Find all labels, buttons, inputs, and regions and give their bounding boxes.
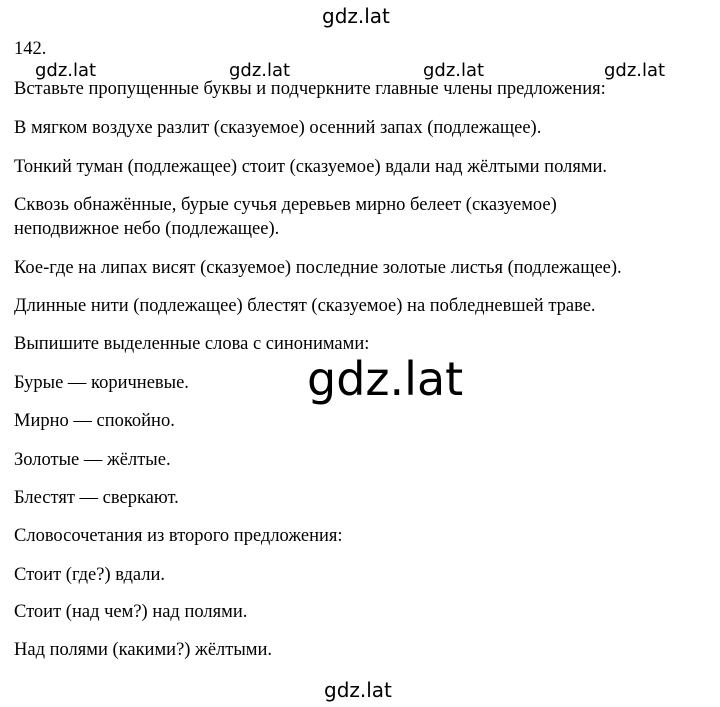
watermark-row-1: gdz.lat	[35, 60, 97, 81]
task-instruction-1: Вставьте пропущенные буквы и подчеркните главные члены предложения:	[14, 79, 606, 99]
task-instruction-3: Словосочетания из второго предложения:	[14, 526, 343, 546]
watermark-top: gdz.lat	[322, 4, 390, 28]
sentence-4: Кое-где на липах висят (сказуемое) последние золотые листья (подлежащее).	[14, 258, 622, 278]
synonym-1: Бурые — коричневые.	[14, 373, 189, 393]
watermark-row-4: gdz.lat	[604, 60, 666, 81]
synonym-2: Мирно — спокойно.	[14, 411, 175, 431]
task-instruction-2: Выпишите выделенные слова с синонимами:	[14, 334, 370, 354]
sentence-1: В мягком воздухе разлит (сказуемое) осенний запах (подлежащее).	[14, 118, 542, 138]
watermark-row-3: gdz.lat	[423, 60, 485, 81]
sentence-2: Тонкий туман (подлежащее) стоит (сказуемое) вдали над жёлтыми полями.	[14, 157, 608, 177]
phrase-3: Над полями (какими?) жёлтыми.	[14, 640, 273, 660]
synonym-3: Золотые — жёлтые.	[14, 450, 171, 470]
sentence-5: Длинные нити (подлежащее) блестят (сказуемое) на побледневшей траве.	[14, 296, 596, 316]
sentence-3-line-2: неподвижное небо (подлежащее).	[14, 219, 280, 239]
phrase-1: Стоит (где?) вдали.	[14, 565, 166, 585]
watermark-bottom: gdz.lat	[324, 678, 392, 702]
synonym-4: Блестят — сверкают.	[14, 488, 179, 508]
sentence-3-line-1: Сквозь обнажённые, бурые сучья деревьев мирно белеет (сказуемое)	[14, 195, 557, 215]
exercise-number: 142.	[14, 39, 47, 59]
watermark-center: gdz.lat	[307, 352, 464, 406]
phrase-2: Стоит (над чем?) над полями.	[14, 602, 248, 622]
watermark-row-2: gdz.lat	[229, 60, 291, 81]
